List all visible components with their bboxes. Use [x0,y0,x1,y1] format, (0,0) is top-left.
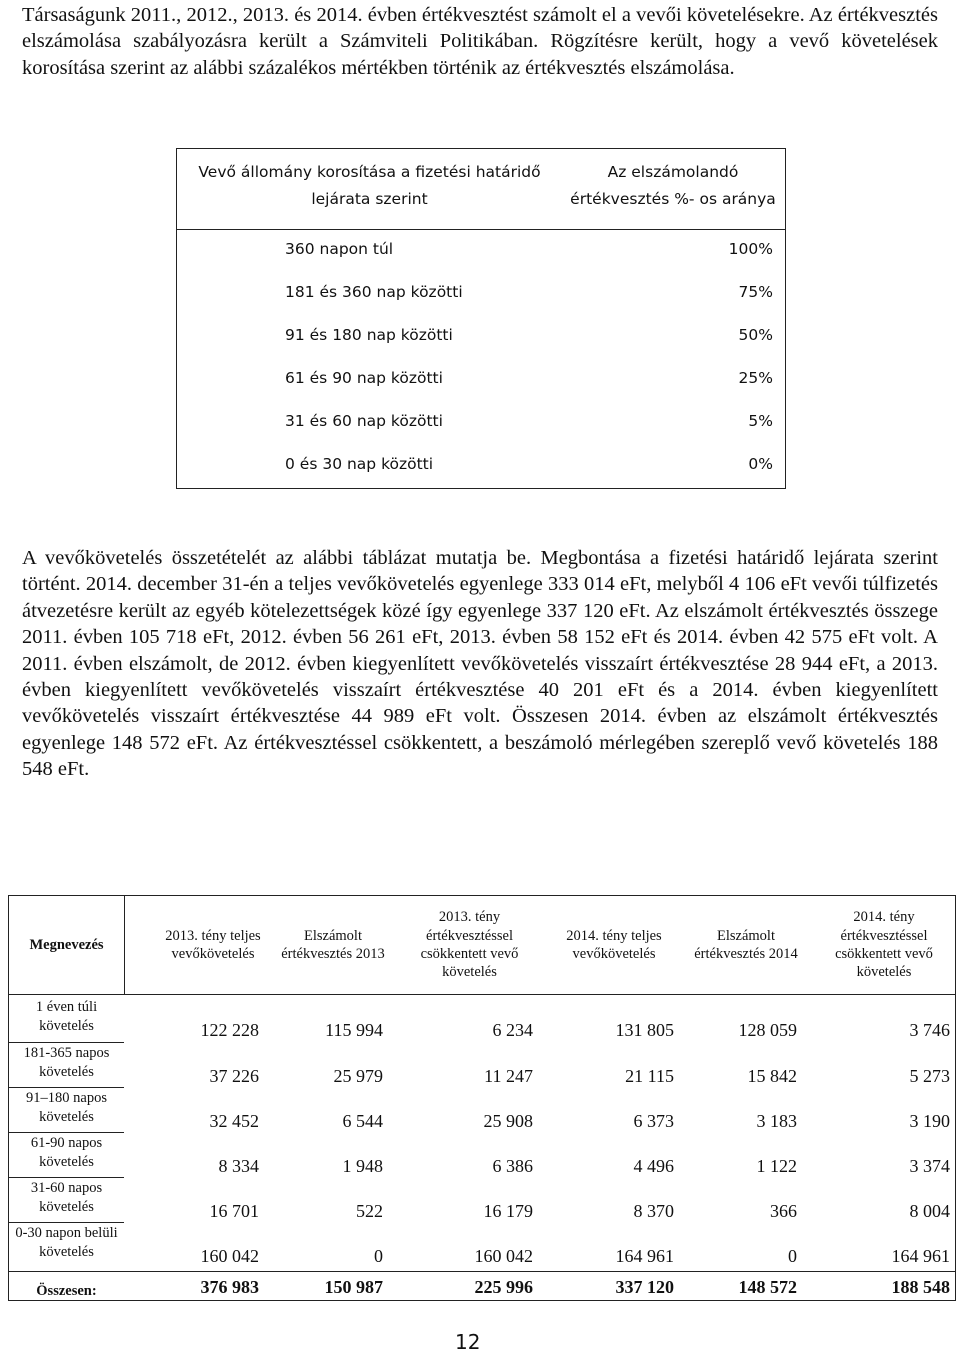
cell: 11 247 [484,1066,533,1086]
aging-row [177,229,785,272]
cell: 160 042 [474,1246,533,1266]
aging-header-rate: Az elszámolandó értékvesztés %- os aránya [570,163,776,208]
header-rule [9,994,955,995]
cell: 131 805 [615,1020,674,1040]
page-number: 12 [455,1330,481,1354]
cell: 21 115 [625,1066,674,1086]
cell: 160 042 [200,1246,259,1266]
aging-table-header [177,149,785,230]
cell: 164 961 [615,1246,674,1266]
total-cell: 150 987 [324,1277,383,1297]
aging-rate: 5% [748,412,773,430]
cell: 1 122 [756,1156,797,1176]
row-label: 181-365 napos követelés [23,1045,110,1080]
cell: 0 [788,1246,797,1266]
cell: 6 234 [492,1020,533,1040]
aging-row [177,358,785,401]
total-cell: 148 572 [738,1277,797,1297]
total-rule [9,1271,955,1272]
intro-paragraph: Társaságunk 2011., 2012., 2013. és 2014. évben értékvesztést számolt el a vevői követelésekre. Az értékvesztés elszámolása szabályozásra került a Számviteli Politikában. Rögzítésre került, hogy a vevő követelések korosítása szerint az alábbi százalékos mértékben történik az értékvesztés elszámolása. [22,4,938,79]
row-rule [9,1087,124,1088]
row-rule [9,1177,124,1178]
aging-period: 181 és 360 nap közötti [285,283,463,301]
header-2014-net: 2014. tény értékvesztéssel csökkentett vevő követelés [835,909,933,981]
cell: 8 370 [633,1201,674,1221]
cell: 25 979 [333,1066,383,1086]
aging-row [177,401,785,444]
cell: 122 228 [200,1020,259,1040]
cell: 15 842 [747,1066,797,1086]
aging-period: 360 napon túl [285,240,394,258]
cell: 37 226 [209,1066,259,1086]
cell: 25 908 [483,1111,533,1131]
aging-row [177,444,785,487]
total-label: Összesen: [36,1283,97,1299]
row-label: 1 éven túli követelés [35,999,98,1034]
header-2014-impairment: Elszámolt értékvesztés 2014 [694,927,798,962]
cell: 6 386 [492,1156,533,1176]
header-divider [124,896,125,994]
cell: 4 496 [633,1156,674,1176]
row-label: 31-60 napos követelés [30,1180,103,1215]
cell: 32 452 [209,1111,259,1131]
cell: 8 334 [218,1156,259,1176]
cell: 366 [770,1201,797,1221]
cell: 522 [356,1201,383,1221]
aging-row [177,315,785,358]
row-label: 0-30 napon belüli követelés [15,1225,118,1260]
cell: 3 190 [909,1111,950,1131]
total-cell: 188 548 [891,1277,950,1297]
cell: 16 179 [483,1201,533,1221]
cell: 5 273 [909,1066,950,1086]
cell: 3 746 [909,1020,950,1040]
cell: 6 373 [633,1111,674,1131]
cell: 1 948 [342,1156,383,1176]
cell: 16 701 [209,1201,259,1221]
cell: 3 374 [909,1156,950,1176]
aging-row [177,272,785,315]
cell: 8 004 [909,1201,950,1221]
aging-period: 61 és 90 nap közötti [285,369,443,387]
row-rule [9,1222,124,1223]
cell: 128 059 [738,1020,797,1040]
row-rule [9,1042,124,1043]
total-cell: 225 996 [474,1277,533,1297]
receivables-paragraph: A vevőkövetelés összetételét az alábbi táblázat mutatja be. Megbontása a fizetési határidő lejárata szerint történt. 2014. december 31-én a teljes vevőkövetelés egyenlege 333 014 eFt, melyből 4 106 eFt vevői túlfizetés átvezetésre került az egyéb kötelezettségek közé így egyenlege 337 120 eFt. Az elszámolt értékvesztés összege 2011. évben 105 718 eFt, 2012. évben 56 261 eFt, 2013. évben 58 152 eFt és 2014. évben 42 575 eFt volt. A 2011. évben elszámolt, de 2012. évben kiegyenlített vevőkövetelés visszaírt értékvesztése 28 944 eFt, a 2013. évben kiegyenlített vevőkövetelés visszaírt értékvesztése 40 201 eFt és a 2014. évben kiegyenlített vevőkövetelés visszaírt értékvesztése 44 989 eFt volt. Összesen 2014. évben az elszámolt értékvesztés egyenlege 148 572 eFt. Az értékvesztéssel csökkentett, a beszámoló mérlegében szereplő vevő követelés 188 548 eFt. [22,547,938,781]
receivables-table [8,895,956,1301]
row-label: 91–180 napos követelés [26,1090,107,1125]
aging-rate: 50% [738,326,773,344]
header-2013-total: 2013. tény teljes vevőkövetelés [165,927,261,962]
cell: 0 [374,1246,383,1266]
aging-rate: 25% [738,369,773,387]
header-name: Megnevezés [29,936,104,953]
row-label: 61-90 napos követelés [30,1135,103,1170]
cell: 3 183 [756,1111,797,1131]
aging-rate-table [176,148,786,489]
aging-rate: 100% [728,240,773,258]
header-2013-net: 2013. tény értékvesztéssel csökkentett vevő követelés [420,909,519,981]
total-cell: 376 983 [200,1277,259,1297]
aging-period: 31 és 60 nap közötti [285,412,443,430]
row-rule [9,1132,124,1133]
header-2013-impairment: Elszámolt értékvesztés 2013 [281,927,385,962]
aging-rate: 75% [738,283,773,301]
aging-period: 91 és 180 nap közötti [285,326,453,344]
cell: 6 544 [342,1111,383,1131]
total-cell: 337 120 [615,1277,674,1297]
cell: 164 961 [891,1246,950,1266]
aging-period: 0 és 30 nap közötti [285,455,434,473]
aging-header-category: Vevő állomány korosítása a fizetési határidő lejárata szerint [198,163,541,208]
cell: 115 994 [325,1020,383,1040]
aging-rate: 0% [748,455,773,473]
header-2014-total: 2014. tény teljes vevőkövetelés [566,927,662,962]
